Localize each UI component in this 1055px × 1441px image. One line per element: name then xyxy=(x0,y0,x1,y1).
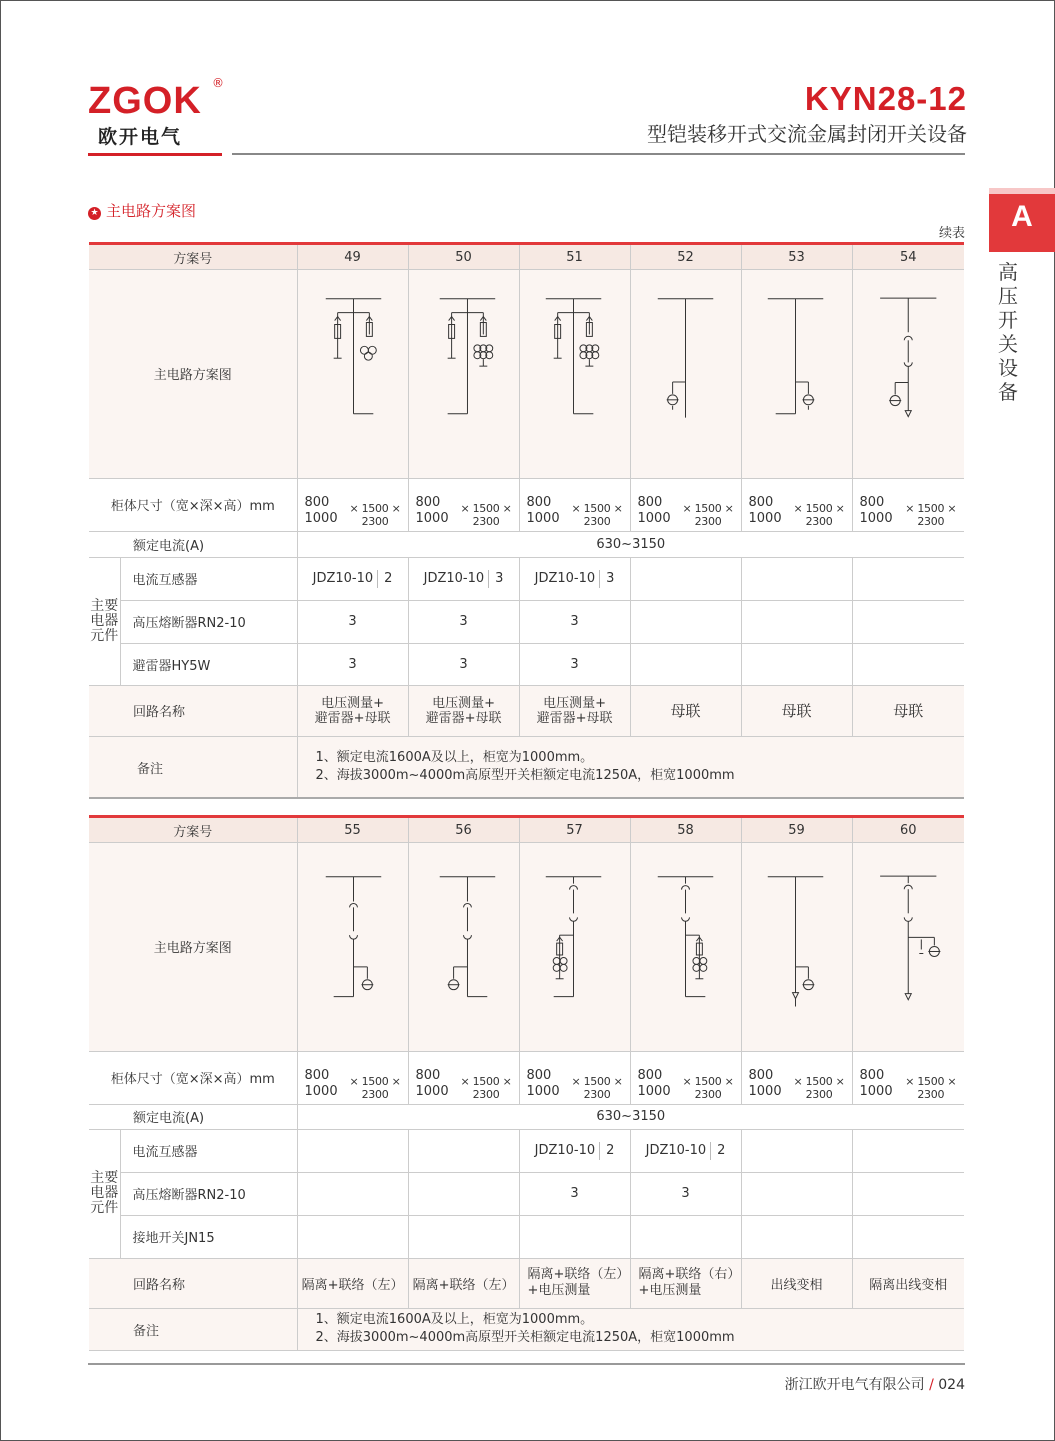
ct-row xyxy=(89,1129,964,1172)
circuit-diagram xyxy=(408,270,519,479)
arrester-cell: 3 xyxy=(408,643,519,685)
fuse-cell xyxy=(741,600,852,643)
circuit-name-row xyxy=(89,1258,964,1308)
fuse-row xyxy=(89,1172,964,1215)
fuse-row xyxy=(89,600,964,643)
section-title: ★ 主电路方案图 xyxy=(88,200,196,221)
scheme-no-label: 方案号 xyxy=(89,244,297,270)
logo xyxy=(88,76,224,149)
remark-row xyxy=(89,736,964,798)
circuit-name-cell: 电压测量+ 避雷器+母联 xyxy=(297,685,408,736)
header-rule xyxy=(232,153,965,155)
dimension-row xyxy=(89,1051,964,1104)
fuse-cell xyxy=(297,1172,408,1215)
circuit-60-svg xyxy=(853,843,965,1051)
logo-brand: ZGOK xyxy=(88,80,202,122)
dimension-cell: 800 1000 × 1500 × 2300 xyxy=(630,478,741,531)
circuit-name-cell: 隔离+联络（左） xyxy=(408,1258,519,1308)
earthing-cell xyxy=(297,1215,408,1258)
circuit-52-svg xyxy=(631,271,741,476)
fuse-cell: 3 xyxy=(519,1172,630,1215)
circuit-diagram xyxy=(852,843,964,1052)
circuit-name-cell: 隔离+联络（右） +电压测量 xyxy=(630,1258,741,1308)
arrester-cell xyxy=(852,643,964,685)
circuit-diagram xyxy=(741,843,852,1052)
remark-label: 备注 xyxy=(89,736,297,798)
circuit-diagram xyxy=(297,843,408,1052)
dimension-cell: 800 1000 × 1500 × 2300 xyxy=(408,1051,519,1104)
remark-label: 备注 xyxy=(89,1308,297,1350)
ct-cell: JDZ10-10 3 xyxy=(519,557,630,600)
circuit-diagram xyxy=(852,270,964,479)
earthing-label: 接地开关JN15 xyxy=(120,1215,297,1258)
fuse-cell: 3 xyxy=(408,600,519,643)
page-number: 024 xyxy=(938,1377,965,1393)
circuit-name-cell: 隔离出线变相 xyxy=(852,1258,964,1308)
scheme-no: 59 xyxy=(741,817,852,843)
dimension-cell: 800 1000 × 1500 × 2300 xyxy=(630,1051,741,1104)
fuse-label: 高压熔断器RN2-10 xyxy=(120,600,297,643)
rated-current-value: 630~3150 xyxy=(297,1104,964,1129)
ct-label: 电流互感器 xyxy=(120,1129,297,1172)
ct-cell: JDZ10-10 2 xyxy=(297,557,408,600)
arrester-cell xyxy=(630,643,741,685)
scheme-no: 52 xyxy=(630,244,741,270)
arrester-cell: 3 xyxy=(519,643,630,685)
diagram-label: 主电路方案图 xyxy=(89,843,297,1052)
circuit-53-svg xyxy=(742,271,852,476)
fuse-cell xyxy=(630,600,741,643)
continued-label: 续表 xyxy=(938,226,965,241)
footer-rule xyxy=(88,1363,965,1365)
fuse-cell xyxy=(741,1172,852,1215)
ct-cell: JDZ10-10 2 xyxy=(519,1129,630,1172)
arrester-cell xyxy=(741,643,852,685)
circuit-name-cell: 隔离+联络（左） +电压测量 xyxy=(519,1258,630,1308)
arrester-label: 避雷器HY5W xyxy=(120,643,297,685)
dimension-row xyxy=(89,478,964,531)
scheme-no: 58 xyxy=(630,817,741,843)
footer-separator: / xyxy=(929,1377,934,1393)
circuit-55-svg xyxy=(298,844,408,1049)
circuit-50-svg xyxy=(409,271,519,476)
diagram-row xyxy=(89,843,964,1052)
circuit-diagram xyxy=(741,270,852,479)
table-header-row xyxy=(89,817,964,843)
arrester-row xyxy=(89,643,964,685)
table-header-row xyxy=(89,244,964,270)
earthing-cell xyxy=(741,1215,852,1258)
fuse-cell xyxy=(408,1172,519,1215)
circuit-diagram xyxy=(408,843,519,1052)
circuit-diagram xyxy=(519,270,630,479)
dimension-cell: 800 1000 × 1500 × 2300 xyxy=(852,1051,964,1104)
footer xyxy=(785,1374,965,1394)
circuit-name-cell: 隔离+联络（左） xyxy=(297,1258,408,1308)
earthing-row xyxy=(89,1215,964,1258)
earthing-cell xyxy=(630,1215,741,1258)
scheme-no: 50 xyxy=(408,244,519,270)
rated-current-label: 额定电流(A) xyxy=(89,1104,297,1129)
remark-text: 1、额定电流1600A及以上，柜宽为1000mm。 2、海拔3000m~4000m高原型开关柜额定电流1250A，柜宽1000mm xyxy=(297,1308,964,1350)
fuse-cell: 3 xyxy=(519,600,630,643)
fuse-cell xyxy=(852,1172,964,1215)
ct-label: 电流互感器 xyxy=(120,557,297,600)
scheme-no: 49 xyxy=(297,244,408,270)
side-tab-strip xyxy=(989,188,1055,194)
dimension-cell: 800 1000 × 1500 × 2300 xyxy=(519,478,630,531)
circuit-name-cell: 母联 xyxy=(630,685,741,736)
fuse-cell xyxy=(852,600,964,643)
dimension-cell: 800 1000 × 1500 × 2300 xyxy=(297,478,408,531)
circuit-56-svg xyxy=(409,844,519,1049)
remark-text: 1、额定电流1600A及以上，柜宽为1000mm。 2、海拔3000m~4000m高原型开关柜额定电流1250A，柜宽1000mm xyxy=(297,736,964,798)
circuit-diagram xyxy=(519,843,630,1052)
earthing-cell xyxy=(519,1215,630,1258)
ct-cell xyxy=(852,1129,964,1172)
rated-current-row xyxy=(89,1104,964,1129)
circuit-name-cell: 电压测量+ 避雷器+母联 xyxy=(519,685,630,736)
scheme-no: 54 xyxy=(852,244,964,270)
circuit-name-cell: 母联 xyxy=(741,685,852,736)
circuit-name-label: 回路名称 xyxy=(89,685,297,736)
circuit-59-svg xyxy=(742,844,852,1049)
circuit-58-svg xyxy=(631,844,741,1049)
ct-cell xyxy=(408,1129,519,1172)
circuit-57-svg xyxy=(520,844,630,1049)
scheme-no: 56 xyxy=(408,817,519,843)
header-accent-line xyxy=(88,153,222,156)
fuse-label: 高压熔断器RN2-10 xyxy=(120,1172,297,1215)
rated-current-label: 额定电流(A) xyxy=(89,531,297,557)
star-icon: ★ xyxy=(88,207,101,220)
circuit-54-svg xyxy=(853,270,965,478)
footer-company: 浙江欧开电气有限公司 xyxy=(784,1377,925,1393)
ct-cell xyxy=(852,557,964,600)
dimension-label: 柜体尺寸（宽×深×高）mm xyxy=(89,478,297,531)
remark-row xyxy=(89,1308,964,1350)
circuit-name-cell: 电压测量+ 避雷器+母联 xyxy=(408,685,519,736)
circuit-diagram xyxy=(297,270,408,479)
scheme-no: 53 xyxy=(741,244,852,270)
circuit-49-svg xyxy=(298,271,408,476)
ct-row xyxy=(89,557,964,600)
arrester-cell: 3 xyxy=(297,643,408,685)
logo-company-name: 欧开电气 xyxy=(98,126,183,148)
ct-cell: JDZ10-10 2 xyxy=(630,1129,741,1172)
scheme-no: 55 xyxy=(297,817,408,843)
dimension-cell: 800 1000 × 1500 × 2300 xyxy=(852,478,964,531)
side-tab-text: 高压开关设备 xyxy=(998,260,1018,404)
scheme-no-label: 方案号 xyxy=(89,817,297,843)
component-group-label: 主要电器元件 xyxy=(89,557,120,685)
diagram-row xyxy=(89,270,964,479)
fuse-cell: 3 xyxy=(630,1172,741,1215)
ct-cell: JDZ10-10 3 xyxy=(408,557,519,600)
side-tab-letter: A xyxy=(989,188,1055,252)
circuit-diagram xyxy=(630,270,741,479)
scheme-no: 60 xyxy=(852,817,964,843)
dimension-cell: 800 1000 × 1500 × 2300 xyxy=(408,478,519,531)
dimension-cell: 800 1000 × 1500 × 2300 xyxy=(741,1051,852,1104)
fuse-cell: 3 xyxy=(297,600,408,643)
diagram-label: 主电路方案图 xyxy=(89,270,297,479)
component-group-label: 主要电器元件 xyxy=(89,1129,120,1258)
dimension-label: 柜体尺寸（宽×深×高）mm xyxy=(89,1051,297,1104)
rated-current-value: 630~3150 xyxy=(297,531,964,557)
scheme-table-1 xyxy=(89,242,964,799)
earthing-cell xyxy=(408,1215,519,1258)
circuit-name-cell: 母联 xyxy=(852,685,964,736)
ct-cell xyxy=(297,1129,408,1172)
scheme-table-2 xyxy=(89,815,964,1351)
product-subtitle: 型铠装移开式交流金属封闭开关设备 xyxy=(647,122,967,146)
ct-cell xyxy=(741,1129,852,1172)
scheme-no: 57 xyxy=(519,817,630,843)
circuit-name-cell: 出线变相 xyxy=(741,1258,852,1308)
product-model: KYN28-12 xyxy=(804,80,967,117)
dimension-cell: 800 1000 × 1500 × 2300 xyxy=(519,1051,630,1104)
logo-registered-mark: ® xyxy=(212,76,224,90)
dimension-cell: 800 1000 × 1500 × 2300 xyxy=(297,1051,408,1104)
circuit-51-svg xyxy=(520,271,630,476)
dimension-cell: 800 1000 × 1500 × 2300 xyxy=(741,478,852,531)
ct-cell xyxy=(630,557,741,600)
scheme-no: 51 xyxy=(519,244,630,270)
circuit-diagram xyxy=(630,843,741,1052)
circuit-name-label: 回路名称 xyxy=(89,1258,297,1308)
rated-current-row xyxy=(89,531,964,557)
ct-cell xyxy=(741,557,852,600)
circuit-name-row xyxy=(89,685,964,736)
earthing-cell xyxy=(852,1215,964,1258)
